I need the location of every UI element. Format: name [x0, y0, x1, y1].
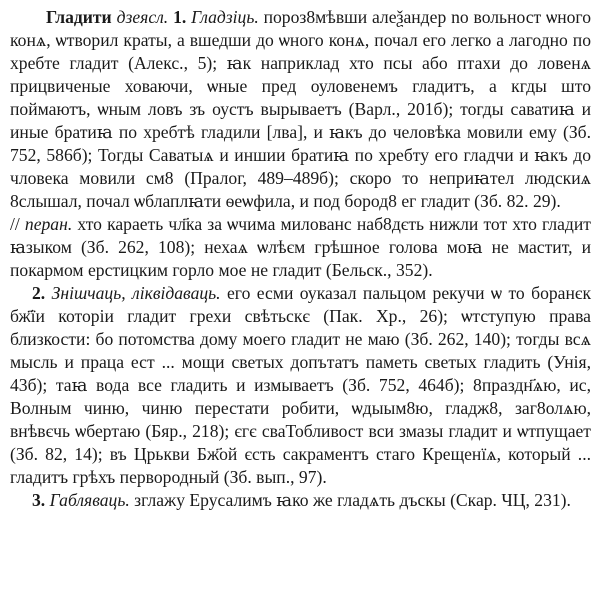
- sense-2-gloss: Знішчаць, ліквідаваць.: [51, 283, 221, 303]
- figurative-sense: [10, 213, 591, 282]
- grammar-label: дзеясл.: [116, 7, 169, 27]
- sense-3-number: 3.: [32, 490, 46, 510]
- figurative-label: перан.: [24, 214, 73, 234]
- sense-2-number: 2.: [32, 283, 46, 303]
- figurative-citations: хто караеть чл҃ка за ѡчима милованс наб8дєть нижли тот хто гладит ꙗзыком (Зб. 262, 108); нехаѧ ѡлѣєм грѣшное голова моꙗ не мастит, и покармом ерстицким горло мое не гладит (Бельск., 352).: [10, 214, 591, 280]
- figurative-separator: //: [10, 214, 20, 234]
- entry-sense-3: [10, 489, 591, 512]
- sense-3-gloss: Габляваць.: [49, 490, 130, 510]
- sense-1-gloss: Гладзіць.: [191, 7, 259, 27]
- sense-1-citations: пороз8мѣвши алеѯандер no вольност ѡного конѧ, ѡтворил краты, а вшедши до ѡного конѧ, почал его легко а лагодно по хребте гладит (Алекс., 5); ꙗк наприклад хто псы або птахи до ловенѧ прицвиченые ховаючи, ѡные пред оуловенемъ гладитъ, а кгды што поймаютъ, ѡным ловъ зъ оустъ вырываетъ (Варл., 201б); тогды саватиꙗ и иные братиꙗ по хребтѣ гладили [лва], и ꙗкъ до человѣка мовили ему (Зб. 752, 586б); Тогды Саватыѧ и иншии братиꙗ по хребту его гладчи и ꙗкъ до чловека мовили см8 (Пралог, 489–489б); скоро то неприꙗтел людскиѧ 8слышал, почал ѡблаплꙗти ѳеѡфила, и под бород8 ег гладит (Зб. 82. 29).: [10, 7, 592, 211]
- sense-2-citations: его есми оуказал пальцом рекучи ѡ то боранєк бж҃їи которіи гладит грехи свѣтьскє (Пак. Хр., 26); ѡтступую права близкости: бо потомства дому моего гладит не маю (Зб. 262, 140); тогды всѧ мысль и праца ест ... мощи светых допътатъ паметь светых гладить (Унія, 43б); таꙗ вода все гладить и измываетъ (Зб. 752, 464б); 8праздн҃ѧю, ис, Волным чиню, чиню перестати робити, ѡдыым8ю, гладж8, заг8олѧю, внѣвєчь ѡбертаю (Бяр., 218); єгє сваТобливост вси змазы гладит и ѡтпущает (Зб. 82, 14); въ Црькви Бж҃ой єсть сакраментъ стаго Крещенїѧ, который ... гладитъ грѣхъ первородный (Зб. вып., 97).: [10, 283, 591, 487]
- entry-sense-1: [10, 6, 591, 213]
- sense-1-number: 1.: [173, 7, 187, 27]
- headword: Гладити: [46, 7, 112, 27]
- sense-3-citations: зглажу Ерусалимъ ꙗко же гладѧть дъскы (Скар. ЧЦ, 231).: [134, 490, 571, 510]
- entry-sense-2: [10, 282, 591, 489]
